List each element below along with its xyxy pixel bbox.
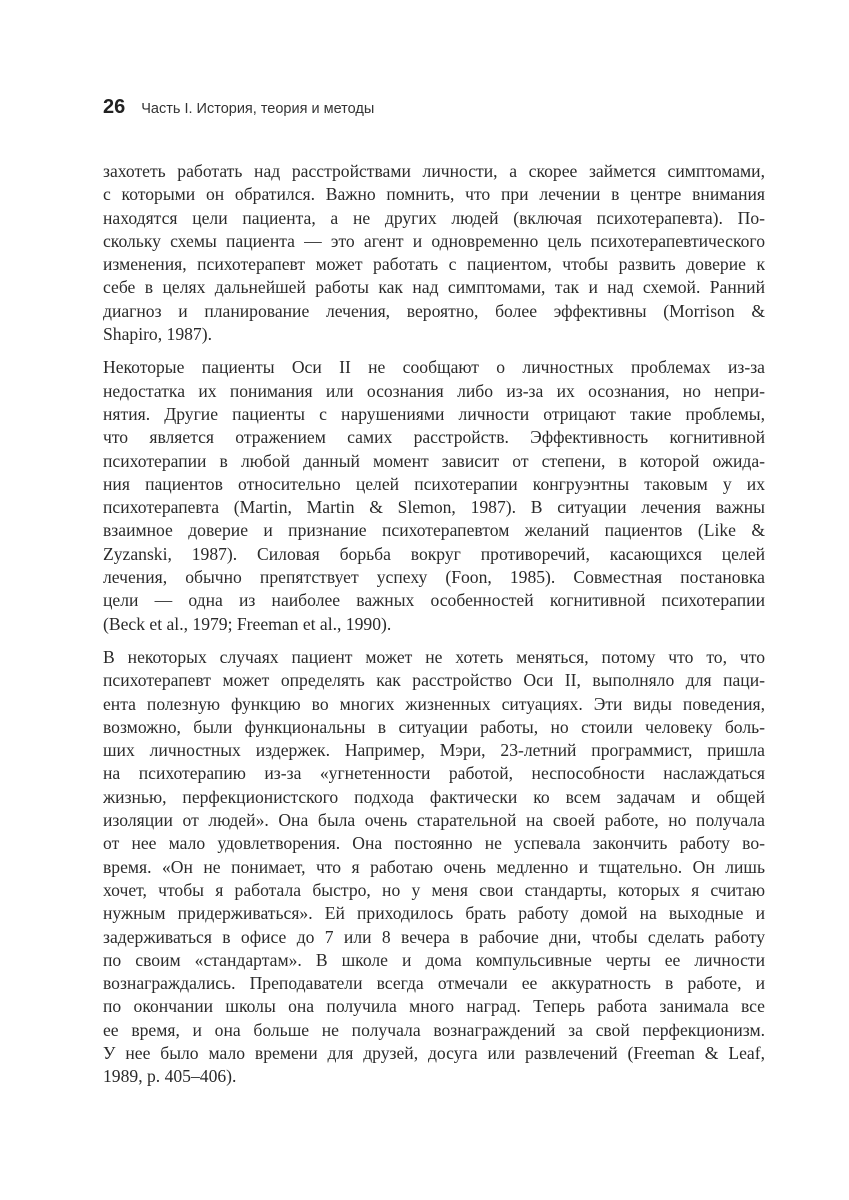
text-line: лечения, обычно препятствует успеху (Foon, 1985). Совместная постановка	[103, 567, 765, 588]
text-line: что является отражением самих расстройств. Эффективность когнитивной	[103, 427, 765, 448]
text-line: психотерапевта (Martin, Martin & Slemon, 1987). В ситуации лечения важны	[103, 497, 765, 518]
text-line: хочет, чтобы я работала быстро, но у меня свои стандарты, которых я считаю	[103, 879, 765, 900]
text-line: психотерапии в любой данный момент зависит от степени, в которой ожида-	[103, 450, 765, 471]
text-line: Shapiro, 1987).	[103, 324, 212, 345]
text-line: У нее было мало времени для друзей, досуга или развлечений (Freeman & Leaf,	[103, 1042, 765, 1063]
text-line: (Beck et al., 1979; Freeman et al., 1990).	[103, 613, 392, 634]
text-line: захотеть работать над расстройствами личности, а скорее займется симптомами,	[103, 161, 765, 181]
text-line: скольку схемы пациента — это агент и одновременно цель психотерапевтического	[103, 230, 765, 251]
page-header	[103, 96, 374, 119]
text-line: нужным придерживаться». Ей приходилось брать работу домой на выходные и	[103, 903, 765, 924]
paragraph	[103, 356, 765, 636]
text-line: взаимное доверие и признание психотерапевтом желаний пациентов (Like &	[103, 520, 765, 541]
page-number: 26	[103, 96, 126, 118]
text-line: изменения, психотерапевт может работать с пациентом, чтобы развить доверие к	[103, 254, 765, 275]
text-line: ния пациентов относительно целей психотерапии конгруэнтны таковым у их	[103, 473, 765, 494]
text-line: В некоторых случаях пациент может не хотеть меняться, потому что то, что	[103, 646, 765, 667]
text-line: Zyzanski, 1987). Силовая борьба вокруг противоречий, касающихся целей	[103, 543, 765, 564]
text-line: нятия. Другие пациенты с нарушениями личности отрицают такие проблемы,	[103, 403, 765, 424]
text-line: вознаграждались. Преподаватели всегда отмечали ее аккуратность в работе, и	[103, 973, 765, 994]
text-line: задерживаться в офисе до 7 или 8 вечера в рабочие дни, чтобы сделать работу	[103, 926, 765, 947]
text-line: ее время, и она больше не получала вознаграждений за свой перфекционизм.	[103, 1019, 765, 1040]
text-line: время. «Он не понимает, что я работаю очень медленно и тщательно. Он лишь	[103, 856, 765, 877]
text-line: диагноз и планирование лечения, вероятно, более эффективны (Morrison &	[103, 300, 765, 321]
body-text	[103, 160, 765, 1099]
text-line: цели — одна из наиболее важных особенностей когнитивной психотерапии	[103, 590, 765, 611]
text-line: жизнью, перфекционистского подхода фактически ко всем задачам и общей	[103, 786, 765, 807]
text-line: по окончании школы она получила много наград. Теперь работа занимала все	[103, 996, 765, 1017]
text-line: ента полезную функцию во многих жизненных ситуациях. Эти виды поведения,	[103, 693, 765, 714]
text-line: на психотерапию из-за «угнетенности работой, неспособности наслаждаться	[103, 763, 765, 784]
text-line: 1989, p. 405–406).	[103, 1066, 237, 1087]
paragraph	[103, 160, 765, 346]
text-line: по своим «стандартам». В школе и дома компульсивные черты ее личности	[103, 949, 765, 970]
text-line: недостатка их понимания или осознания либо из-за их осознания, но непри-	[103, 380, 765, 401]
text-line: возможно, были функциональны в ситуации работы, но стоили человеку боль-	[103, 716, 765, 737]
text-line: от нее мало удовлетворения. Она постоянно не успевала закончить работу во-	[103, 833, 765, 854]
text-line: изоляции от людей». Она была очень старательной на своей работе, но получала	[103, 810, 765, 831]
text-line: с которыми он обратился. Важно помнить, что при лечении в центре внимания	[103, 184, 765, 205]
text-line: находятся цели пациента, а не других людей (включая психотерапевта). По-	[103, 207, 765, 228]
text-line: Некоторые пациенты Оси II не сообщают о личностных проблемах из-за	[103, 357, 765, 378]
text-line: психотерапевт может определять как расстройство Оси II, выполняло для паци-	[103, 670, 765, 691]
running-title: Часть I. История, теория и методы	[141, 101, 375, 117]
paragraph	[103, 646, 765, 1089]
text-line: ших личностных издержек. Например, Мэри, 23-летний программист, пришла	[103, 740, 765, 761]
text-line: себе в целях дальнейшей работы как над симптомами, так и над схемой. Ранний	[103, 277, 765, 298]
